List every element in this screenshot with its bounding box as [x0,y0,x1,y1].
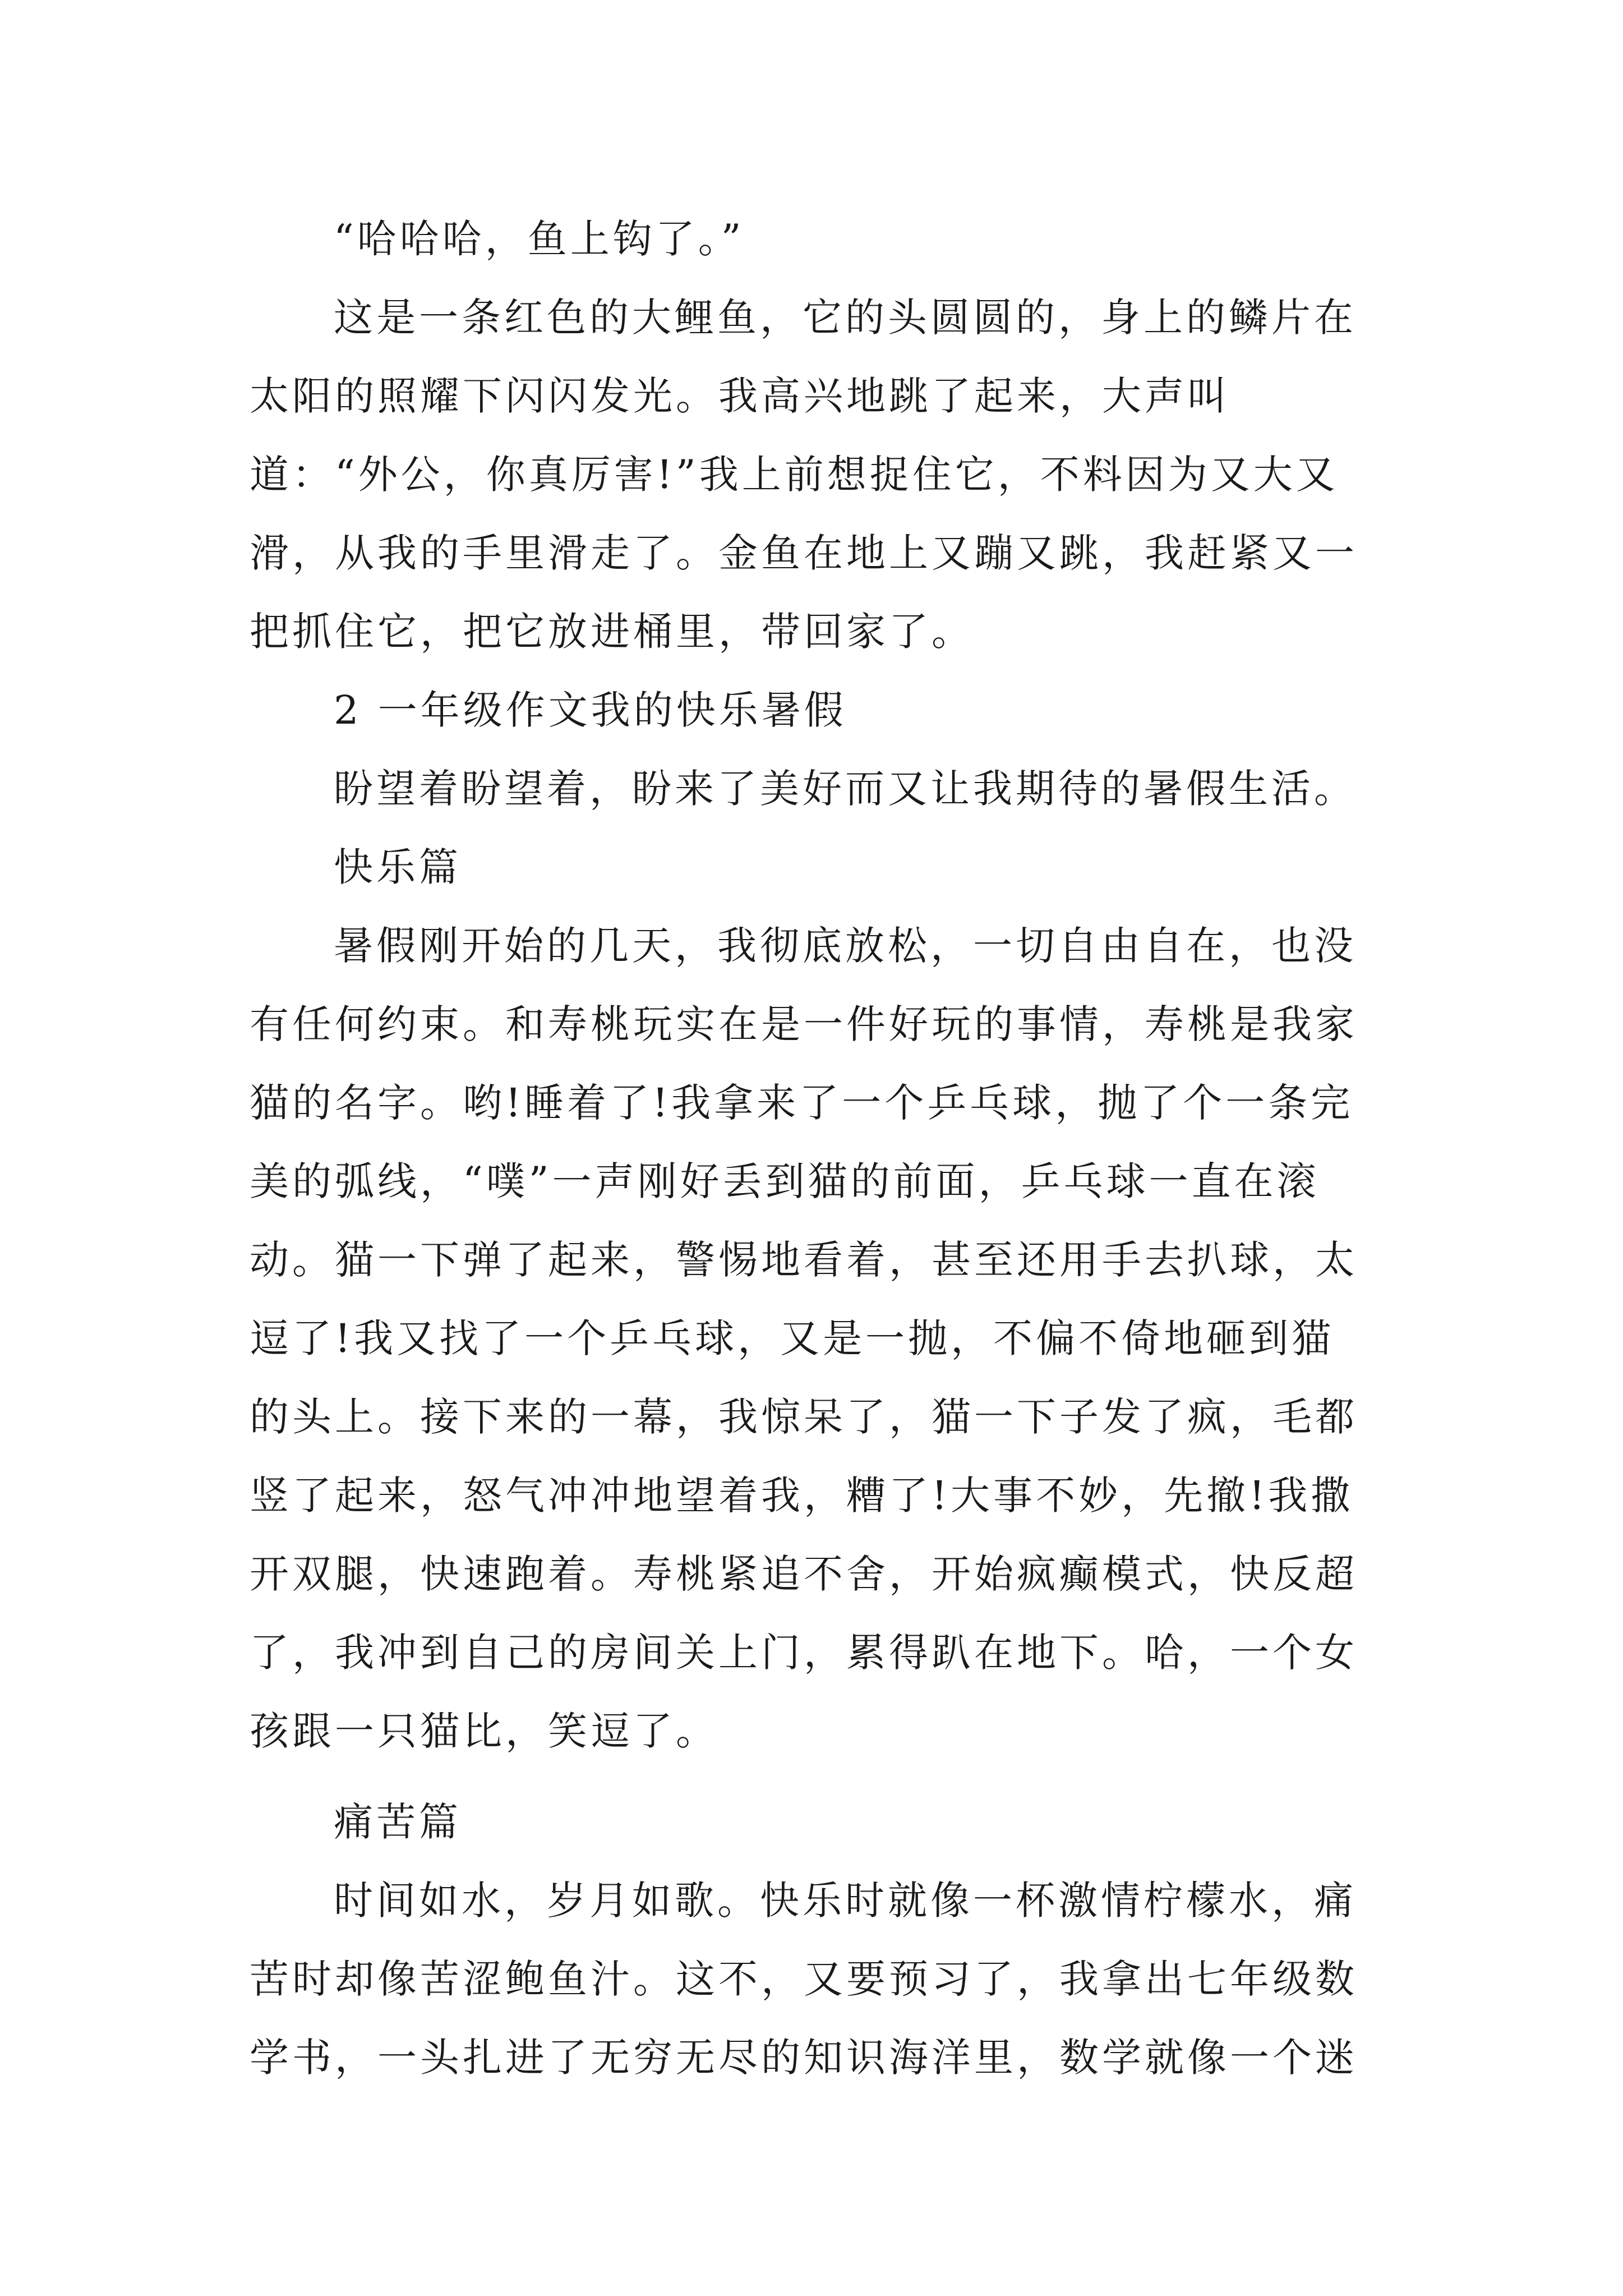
paragraph-painful: 时间如水，岁月如歌。快乐时就像一杯激情柠檬水，痛苦时却像苦涩鲍鱼汁。这不，又要预习了，我拿出七年级数学书，一头扎进了无穷无尽的知识海洋里，数学就像一个迷 [250,1878,1358,2081]
paragraph-intro: 盼望着盼望着，盼来了美好而又让我期待的暑假生活。 [334,766,1357,812]
section-heading-essay-2: 2 一年级作文我的快乐暑假 [334,687,847,733]
paragraph-carp: 这是一条红色的大鲤鱼，它的头圆圆的，身上的鳞片在太阳的照耀下闪闪发光。我高兴地跳了起来，大声叫道：“外公，你真厉害!”我上前想捉住它，不料因为又大又滑，从我的手里滑走了。金鱼在地上又蹦又跳，我赶紧又一把抓住它，把它放进桶里，带回家了。 [250,295,1358,655]
paragraph-quote: “哈哈哈，鱼上钩了。” [334,216,745,262]
document-body [250,200,1377,2097]
paragraph-gap [250,1770,1377,1783]
paragraph-happy: 暑假刚开始的几天，我彻底放松，一切自由自在，也没有任何约束。和寿桃玩实在是一件好玩的事情，寿桃是我家猫的名字。哟!睡着了!我拿来了一个乒乓球，抛了个一条完美的弧线，“噗”一声刚好丢到猫的前面，乒乓球一直在滚动。猫一下弹了起来，警惕地看着，甚至还用手去扒球，太逗了!我又找了一个乒乓球，又是一抛，不偏不倚地砸到猫的头上。接下来的一幕，我惊呆了，猫一下子发了疯，毛都竖了起来，怒气冲冲地望着我，糟了!大事不妙，先撤!我撒开双腿，快速跑着。寿桃紧追不舍，开始疯癫模式，快反超了，我冲到自己的房间关上门，累得趴在地下。哈，一个女孩跟一只猫比，笑逗了。 [250,923,1358,1754]
subheading-happy: 快乐篇 [334,844,462,890]
subheading-painful: 痛苦篇 [334,1799,462,1845]
